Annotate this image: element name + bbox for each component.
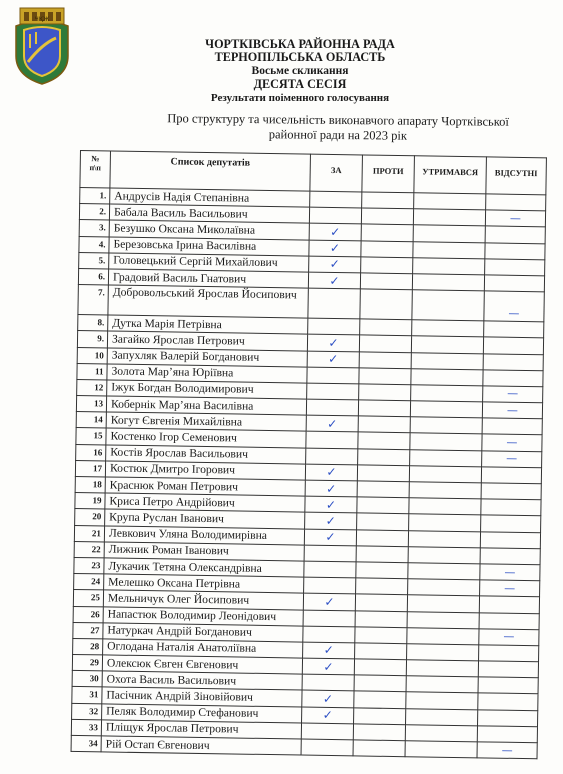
row-number: 22 bbox=[74, 541, 104, 558]
row-number: 18 bbox=[75, 476, 105, 493]
vote-absent-cell bbox=[478, 661, 538, 678]
vote-for-cell: ✓ bbox=[306, 415, 358, 432]
vote-for-cell bbox=[306, 399, 358, 416]
vote-against-cell bbox=[355, 594, 407, 611]
row-number: 3. bbox=[79, 220, 109, 237]
vote-abstain-cell bbox=[408, 546, 480, 563]
vote-abstain-cell bbox=[411, 352, 483, 369]
deputy-name: Краснюк Роман Петрович bbox=[105, 477, 305, 496]
vote-absent-cell bbox=[481, 467, 541, 484]
vote-against-cell bbox=[354, 691, 406, 708]
vote-for-cell bbox=[307, 383, 359, 400]
vote-abstain-cell bbox=[408, 530, 480, 547]
vote-abstain-cell bbox=[405, 724, 477, 741]
row-number: 10 bbox=[77, 347, 107, 364]
vote-against-cell bbox=[362, 192, 414, 209]
row-number: 9. bbox=[77, 331, 107, 348]
deputy-name: Криса Петро Андрійович bbox=[105, 493, 305, 512]
svg-text:ЧҚЖ: ЧҚЖ bbox=[34, 16, 50, 23]
vote-abstain-cell bbox=[411, 368, 483, 385]
vote-absent-cell: — bbox=[480, 580, 540, 597]
vote-against-cell bbox=[361, 240, 413, 257]
vote-abstain-cell bbox=[407, 627, 479, 644]
vote-subject bbox=[118, 111, 558, 146]
vote-for-cell: ✓ bbox=[302, 707, 354, 724]
vote-abstain-cell bbox=[407, 595, 479, 612]
deputy-name: Бабала Василь Васильович bbox=[109, 204, 309, 223]
row-number: 32 bbox=[72, 703, 102, 720]
row-number: 33 bbox=[71, 719, 101, 736]
row-number: 31 bbox=[72, 687, 102, 704]
deputy-name: Мельничук Олег Йосипович bbox=[103, 590, 303, 609]
vote-abstain-cell bbox=[413, 257, 485, 274]
vote-abstain-cell bbox=[408, 579, 480, 596]
vote-absent-cell bbox=[478, 709, 538, 726]
vote-against-cell bbox=[361, 224, 413, 241]
vote-abstain-cell bbox=[409, 466, 481, 483]
row-number: 5. bbox=[79, 252, 109, 269]
vote-for-cell: ✓ bbox=[305, 480, 357, 497]
deputy-name: Добровольський Ярослав Йосипович bbox=[108, 285, 308, 318]
vote-against-cell bbox=[356, 562, 408, 579]
vote-against-cell bbox=[361, 208, 413, 225]
vote-abstain-cell bbox=[409, 482, 481, 499]
vote-for-cell bbox=[310, 191, 362, 208]
col-header-against: ПРОТИ bbox=[362, 155, 415, 193]
vote-abstain-cell bbox=[412, 274, 484, 291]
vote-absent-cell bbox=[478, 693, 538, 710]
vote-absent-cell bbox=[485, 226, 545, 243]
vote-absent-cell: — bbox=[484, 291, 544, 322]
deputy-name: Дутка Марія Петрівна bbox=[108, 315, 308, 334]
deputy-name: Запухляк Валерій Богданович bbox=[107, 347, 307, 366]
vote-absent-cell bbox=[485, 242, 545, 259]
vote-absent-cell: — bbox=[482, 434, 542, 451]
vote-against-cell bbox=[360, 289, 412, 320]
vote-for-cell: ✓ bbox=[305, 464, 357, 481]
vote-for-cell bbox=[309, 207, 361, 224]
vote-for-cell: ✓ bbox=[309, 223, 361, 240]
vote-absent-cell: — bbox=[483, 386, 543, 403]
vote-for-cell bbox=[306, 448, 358, 465]
vote-for-cell bbox=[302, 674, 354, 691]
deputy-name: Безушко Оксана Миколаївна bbox=[109, 220, 309, 239]
results-label: Результати поіменного голосування bbox=[210, 91, 390, 104]
deputy-name: Олексюк Євген Євгенович bbox=[102, 655, 302, 674]
vote-abstain-cell bbox=[405, 741, 477, 758]
vote-for-cell bbox=[308, 288, 360, 319]
row-number: 4. bbox=[79, 236, 109, 253]
deputy-name: Пеляк Володимир Стефанович bbox=[102, 704, 302, 723]
vote-for-cell: ✓ bbox=[309, 256, 361, 273]
vote-against-cell bbox=[359, 368, 411, 385]
vote-absent-cell bbox=[479, 612, 539, 629]
row-number: 34 bbox=[71, 735, 101, 752]
col-header-for: ЗА bbox=[310, 154, 363, 192]
vote-abstain-cell bbox=[409, 498, 481, 515]
vote-against-cell bbox=[357, 497, 409, 514]
vote-abstain-cell bbox=[412, 320, 484, 337]
deputy-name: Градовий Василь Гнатович bbox=[108, 269, 308, 288]
vote-absent-cell: — bbox=[479, 629, 539, 646]
deputy-name: Оглодана Наталія Анатоліївна bbox=[103, 639, 303, 658]
vote-for-cell: ✓ bbox=[303, 642, 355, 659]
deputy-name: Лукачик Тетяна Олександрівна bbox=[104, 558, 304, 577]
deputy-name: Пліщук Ярослав Петрович bbox=[101, 720, 301, 739]
vote-abstain-cell bbox=[406, 660, 478, 677]
vote-against-cell bbox=[356, 529, 408, 546]
vote-absent-cell: — bbox=[477, 742, 537, 759]
vote-absent-cell: — bbox=[482, 450, 542, 467]
deputy-name: Напастюк Володимир Леонідович bbox=[103, 606, 303, 625]
vote-against-cell bbox=[360, 319, 412, 336]
vote-against-cell bbox=[361, 257, 413, 274]
row-number: 29 bbox=[72, 655, 102, 672]
vote-absent-cell: — bbox=[482, 402, 542, 419]
vote-against-cell bbox=[359, 335, 411, 352]
subject-line-1: Про структуру та чисельність виконавчого апарату Чортківської bbox=[167, 111, 509, 129]
deputy-name: Іжук Богдан Володимирович bbox=[107, 380, 307, 399]
row-number: 13 bbox=[76, 396, 106, 413]
vote-absent-cell bbox=[479, 596, 539, 613]
vote-abstain-cell bbox=[413, 225, 485, 242]
vote-absent-cell bbox=[481, 483, 541, 500]
vote-absent-cell: — bbox=[485, 210, 545, 227]
row-number: 27 bbox=[73, 622, 103, 639]
vote-for-cell: ✓ bbox=[302, 690, 354, 707]
vote-absent-cell bbox=[480, 531, 540, 548]
session-title: ДЕСЯТА СЕСІЯ bbox=[253, 77, 347, 92]
vote-for-cell bbox=[301, 739, 353, 756]
row-number: 25 bbox=[73, 590, 103, 607]
vote-against-cell bbox=[354, 707, 406, 724]
vote-against-cell bbox=[357, 481, 409, 498]
deputy-name: Головецький Сергій Михайлович bbox=[109, 253, 309, 272]
vote-for-cell bbox=[303, 626, 355, 643]
row-number: 1. bbox=[80, 188, 110, 205]
vote-absent-cell bbox=[483, 353, 543, 370]
vote-abstain-cell bbox=[407, 644, 479, 661]
vote-against-cell bbox=[357, 513, 409, 530]
vote-abstain-cell bbox=[414, 193, 486, 210]
vote-abstain-cell bbox=[411, 385, 483, 402]
deputy-name: Золота Мар’яна Юріївна bbox=[107, 364, 307, 383]
vote-absent-cell bbox=[480, 548, 540, 565]
deputy-name: Костів Ярослав Васильович bbox=[106, 445, 306, 464]
vote-absent-cell bbox=[481, 515, 541, 532]
deputy-name: Натуркач Андрій Богданович bbox=[103, 623, 303, 642]
vote-abstain-cell bbox=[411, 336, 483, 353]
vote-against-cell bbox=[354, 659, 406, 676]
vote-against-cell bbox=[355, 610, 407, 627]
vote-abstain-cell bbox=[413, 209, 485, 226]
row-number: 12 bbox=[77, 379, 107, 396]
vote-abstain-cell bbox=[406, 676, 478, 693]
vote-against-cell bbox=[353, 724, 405, 741]
row-number: 6. bbox=[78, 268, 108, 285]
council-title: ЧОРТКІВСЬКА РАЙОННА РАДА bbox=[205, 37, 395, 51]
vote-for-cell: ✓ bbox=[305, 512, 357, 529]
deputy-name: Охота Василь Васильович bbox=[102, 671, 302, 690]
vote-against-cell bbox=[355, 627, 407, 644]
vote-abstain-cell bbox=[412, 290, 484, 321]
row-number: 19 bbox=[75, 493, 105, 510]
row-number: 24 bbox=[74, 574, 104, 591]
vote-for-cell: ✓ bbox=[304, 529, 356, 546]
vote-absent-cell bbox=[484, 275, 544, 292]
row-number: 17 bbox=[75, 460, 105, 477]
vote-for-cell bbox=[303, 610, 355, 627]
vote-for-cell: ✓ bbox=[302, 658, 354, 675]
deputy-name: Кобернік Мар’яна Василівна bbox=[106, 396, 306, 415]
row-number: 8. bbox=[78, 315, 108, 332]
oblast-title: ТЕРНОПІЛЬСЬКА ОБЛАСТЬ bbox=[214, 50, 386, 65]
vote-abstain-cell bbox=[409, 514, 481, 531]
deputy-name: Левкович Уляна Володимирівна bbox=[104, 525, 304, 544]
deputy-name: Пасічник Андрій Зіновійович bbox=[102, 687, 302, 706]
vote-against-cell bbox=[360, 273, 412, 290]
vote-abstain-cell bbox=[410, 417, 482, 434]
vote-for-cell: ✓ bbox=[305, 496, 357, 513]
vote-against-cell bbox=[358, 449, 410, 466]
vote-absent-cell bbox=[478, 677, 538, 694]
vote-abstain-cell bbox=[410, 401, 482, 418]
col-header-number: № п\п bbox=[80, 151, 111, 188]
deputy-name: Андрусів Надія Степанівна bbox=[110, 188, 310, 207]
vote-abstain-cell bbox=[407, 611, 479, 628]
vote-absent-cell bbox=[484, 321, 544, 338]
vote-against-cell bbox=[358, 416, 410, 433]
vote-for-cell bbox=[304, 577, 356, 594]
vote-absent-cell bbox=[482, 418, 542, 435]
vote-against-cell bbox=[353, 740, 405, 757]
col-header-absent: ВІДСУТНІ bbox=[486, 157, 547, 195]
document-header bbox=[150, 38, 450, 105]
row-number: 11 bbox=[77, 363, 107, 380]
vote-for-cell bbox=[308, 318, 360, 335]
row-number: 7. bbox=[78, 285, 108, 315]
vote-against-cell bbox=[358, 432, 410, 449]
row-number: 23 bbox=[74, 557, 104, 574]
vote-absent-cell bbox=[485, 259, 545, 276]
vote-for-cell: ✓ bbox=[307, 334, 359, 351]
vote-for-cell: ✓ bbox=[303, 593, 355, 610]
vote-absent-cell bbox=[486, 194, 546, 211]
vote-for-cell bbox=[304, 545, 356, 562]
vote-absent-cell bbox=[481, 499, 541, 516]
vote-abstain-cell bbox=[410, 449, 482, 466]
vote-abstain-cell bbox=[410, 433, 482, 450]
deputy-name: Рій Остап Євгенович bbox=[101, 736, 301, 755]
row-number: 14 bbox=[76, 412, 106, 429]
vote-abstain-cell bbox=[413, 241, 485, 258]
vote-against-cell bbox=[358, 400, 410, 417]
vote-abstain-cell bbox=[406, 692, 478, 709]
deputy-name: Костюк Дмитро Ігорович bbox=[105, 461, 305, 480]
voting-table-wrapper bbox=[71, 150, 546, 759]
deputy-name: Лижник Роман Іванович bbox=[104, 542, 304, 561]
deputy-name: Березовська Ірина Василівна bbox=[109, 237, 309, 256]
vote-for-cell bbox=[301, 723, 353, 740]
vote-abstain-cell bbox=[408, 563, 480, 580]
row-number: 2. bbox=[79, 204, 109, 221]
voting-table bbox=[71, 150, 547, 759]
vote-absent-cell bbox=[479, 645, 539, 662]
row-number: 20 bbox=[75, 509, 105, 526]
vote-absent-cell bbox=[477, 726, 537, 743]
row-number: 28 bbox=[73, 638, 103, 655]
vote-absent-cell bbox=[483, 337, 543, 354]
row-number: 16 bbox=[76, 444, 106, 461]
vote-against-cell bbox=[356, 546, 408, 563]
vote-against-cell bbox=[355, 643, 407, 660]
row-number: 30 bbox=[72, 671, 102, 688]
col-header-abstain: УТРИМАВСЯ bbox=[414, 156, 487, 194]
vote-for-cell: ✓ bbox=[307, 351, 359, 368]
vote-against-cell bbox=[354, 675, 406, 692]
vote-absent-cell: — bbox=[480, 564, 540, 581]
deputy-name: Крупа Руслан Іванович bbox=[105, 509, 305, 528]
row-number: 26 bbox=[73, 606, 103, 623]
col-header-deputies: Список депутатів bbox=[110, 151, 311, 191]
vote-for-cell: ✓ bbox=[308, 272, 360, 289]
convocation-label: Восьме скликання bbox=[251, 64, 349, 77]
deputy-name: Когут Євгенія Михайлівна bbox=[106, 412, 306, 431]
vote-against-cell bbox=[359, 384, 411, 401]
vote-for-cell: ✓ bbox=[309, 240, 361, 257]
vote-for-cell bbox=[307, 367, 359, 384]
row-number: 15 bbox=[76, 428, 106, 445]
deputy-name: Костенко Ігор Семенович bbox=[106, 428, 306, 447]
vote-against-cell bbox=[359, 351, 411, 368]
coat-of-arms-emblem bbox=[6, 4, 78, 86]
vote-abstain-cell bbox=[406, 708, 478, 725]
vote-against-cell bbox=[357, 465, 409, 482]
vote-for-cell bbox=[306, 432, 358, 449]
deputy-name: Мелешко Оксана Петрівна bbox=[104, 574, 304, 593]
subject-line-2: районної ради на 2023 рік bbox=[268, 127, 408, 143]
vote-absent-cell bbox=[483, 370, 543, 387]
vote-for-cell bbox=[304, 561, 356, 578]
deputy-name: Загайко Ярослав Петрович bbox=[107, 331, 307, 350]
row-number: 21 bbox=[74, 525, 104, 542]
vote-against-cell bbox=[356, 578, 408, 595]
table-body bbox=[71, 188, 546, 759]
